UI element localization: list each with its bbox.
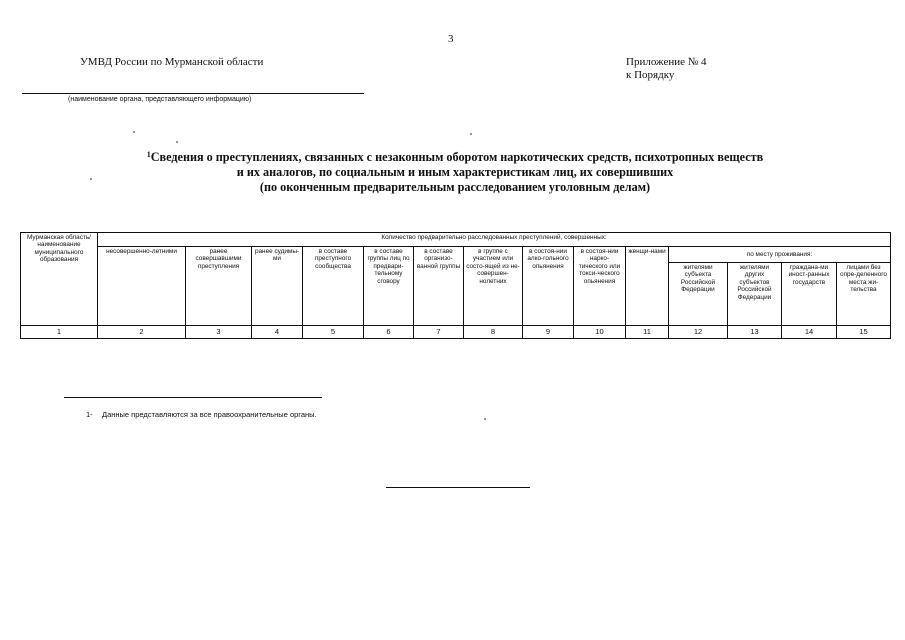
column-number: 13 <box>728 326 782 339</box>
scan-speck <box>176 141 178 143</box>
column-number: 15 <box>837 326 891 339</box>
title-line-3: (по оконченным предварительным расследованием уголовным делам) <box>259 180 651 194</box>
group-header: Количество предварительно расследованных преступлений, совершенных: <box>98 233 891 247</box>
column-header-alcohol: в состоя-нии алко-гольного опьянения <box>523 247 574 326</box>
column-number: 8 <box>464 326 523 339</box>
footnote-number: 1- <box>86 410 93 419</box>
column-header-local-residents: жителями субъекта Российской Федерации <box>669 263 728 326</box>
column-header-repeat-offenders: ранее совершавшими преступления <box>186 247 252 326</box>
scan-speck <box>484 418 486 420</box>
column-header-other-regions: жителями других субъектов Российской Федерации <box>728 263 782 326</box>
column-header-group-with-minors: в группе с участием или состо-ящей из не-совершен-нолетних <box>464 247 523 326</box>
column-number: 10 <box>574 326 626 339</box>
footnote-text: Данные представляются за все правоохранительные органы. <box>102 410 317 419</box>
column-header-women: женщи-нами <box>626 247 669 326</box>
column-number: 7 <box>414 326 464 339</box>
column-header-foreign-citizens: граждана-ми иност-ранных государств <box>782 263 837 326</box>
column-header-homeless: лицами без опре-деленного места жи-тельства <box>837 263 891 326</box>
residence-header: по месту проживания: <box>669 247 891 263</box>
column-number: 1 <box>21 326 98 339</box>
title-line-1: $^1$Сведения о преступлениях, связанных с незаконным оборотом наркотических средств, психотропных веществ <box>146 150 764 164</box>
column-number: 11 <box>626 326 669 339</box>
document-end-line <box>386 487 530 488</box>
column-number: 3 <box>186 326 252 339</box>
column-number: 4 <box>252 326 303 339</box>
page-number: 3 <box>448 33 454 45</box>
footnote-separator <box>64 397 322 398</box>
column-header-organized-group: в составе организо-ванной группы <box>414 247 464 326</box>
scan-speck <box>90 178 92 180</box>
scan-speck <box>133 131 135 133</box>
organization-underline <box>22 93 364 94</box>
document-title <box>100 147 810 195</box>
region-header: Мурманская область/ наименование муниципального образования <box>21 233 98 326</box>
annex-reference <box>626 56 707 82</box>
annex-line-1: Приложение № 4 <box>626 56 707 68</box>
organization-caption: (наименование органа, представляющего информацию) <box>68 96 252 103</box>
column-header-juveniles: несовершенно-летними <box>98 247 186 326</box>
footnote-mark: 1 <box>146 150 151 159</box>
organization-name: УМВД России по Мурманской области <box>80 56 264 68</box>
column-number: 14 <box>782 326 837 339</box>
title-line-2: и их аналогов, по социальным и иным характеристикам лиц, их совершивших <box>236 165 674 179</box>
column-number: 12 <box>669 326 728 339</box>
column-number: 9 <box>523 326 574 339</box>
scan-speck <box>470 133 472 135</box>
column-header-previously-convicted: ранее судимы-ми <box>252 247 303 326</box>
statistics-table <box>20 232 891 339</box>
column-header-prearranged-group: в составе группы лиц по предвари-тельному сговору <box>364 247 414 326</box>
column-number: 5 <box>303 326 364 339</box>
column-number: 2 <box>98 326 186 339</box>
annex-line-2: к Порядку <box>626 69 675 81</box>
column-number: 6 <box>364 326 414 339</box>
column-header-drug-intoxication: в состоя-нии нарко-тического или токси-ческого опьянения <box>574 247 626 326</box>
column-header-criminal-community: в составе преступного сообщества <box>303 247 364 326</box>
